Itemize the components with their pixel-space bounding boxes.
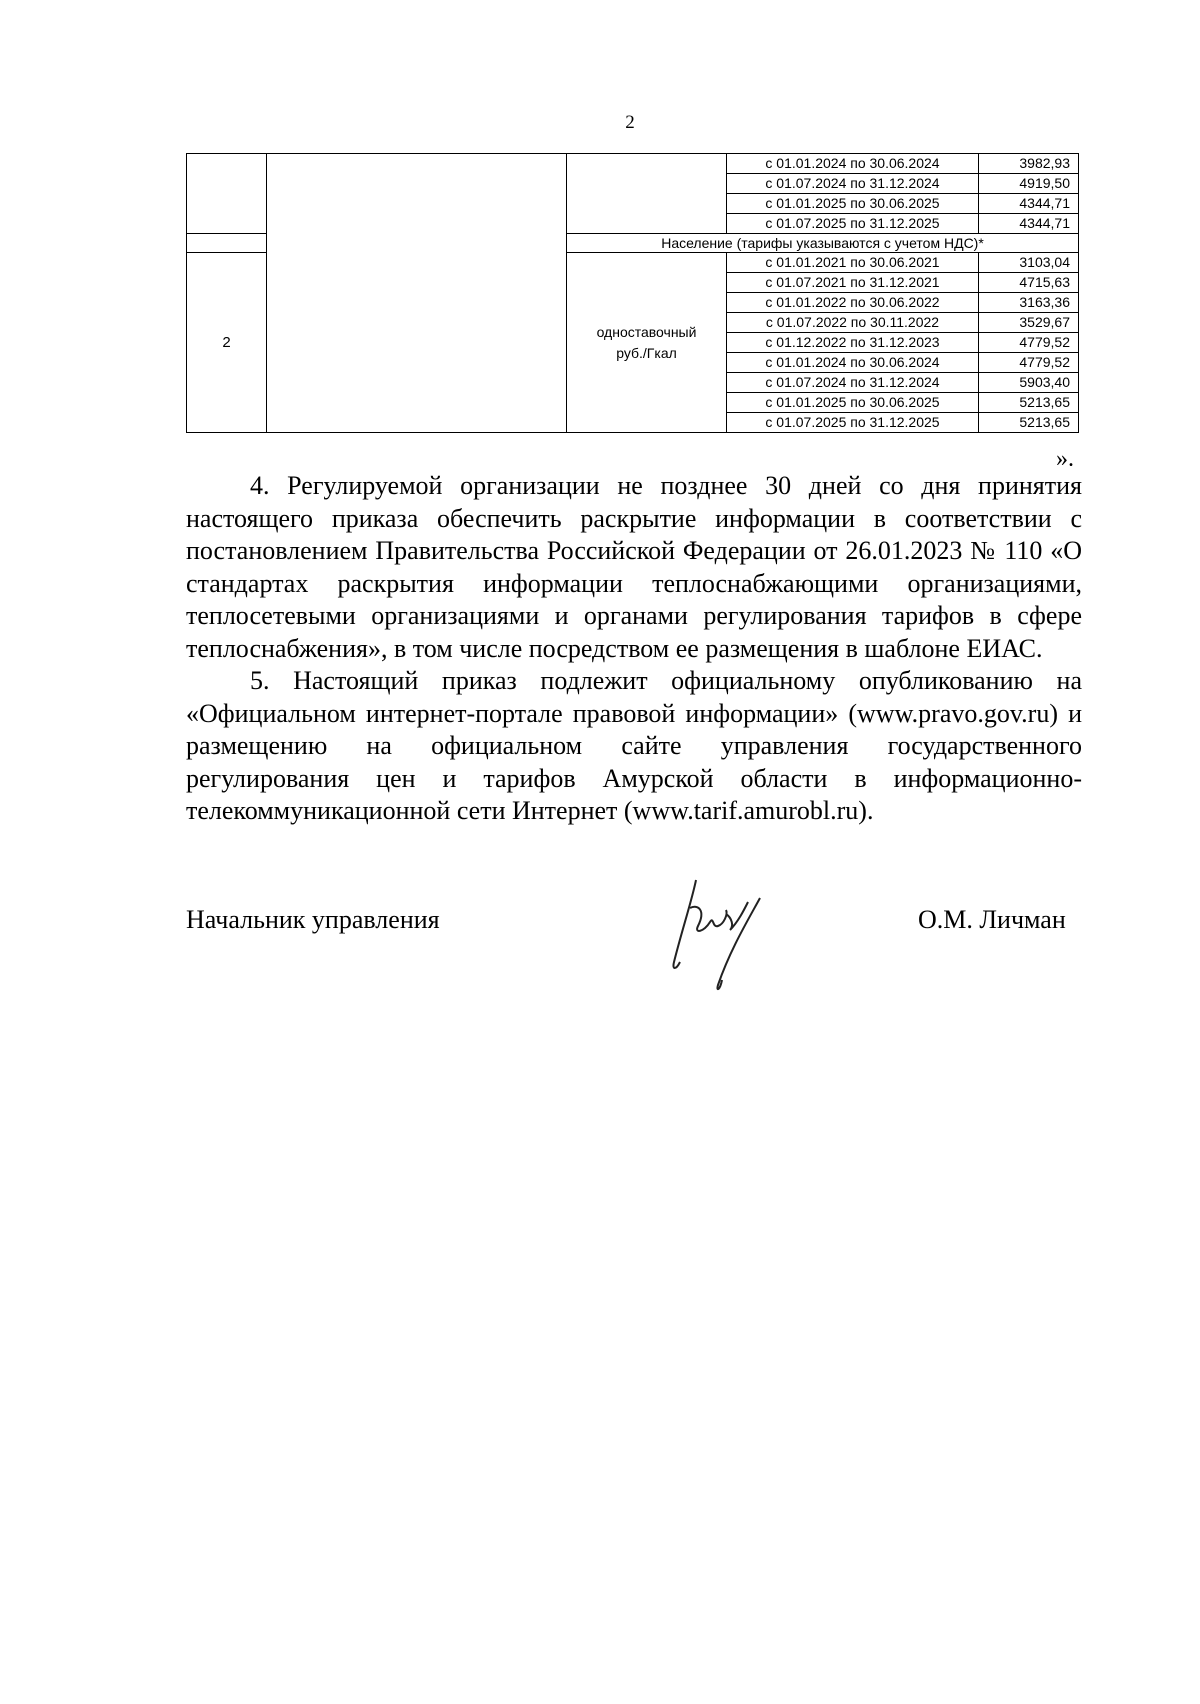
unit-label: руб./Гкал [616,344,677,361]
signatory-position: Начальник управления [186,905,440,934]
value-cell: 3103,04 [979,253,1079,273]
unit-cell [567,154,727,234]
period-cell: с 01.01.2024 по 30.06.2024 [727,154,979,174]
value-cell: 4344,71 [979,194,1079,214]
tariff-table [186,153,1079,433]
period-cell: с 01.12.2022 по 31.12.2023 [727,333,979,353]
paragraph-text: 4. Регулируемой организации не позднее 30 дней со дня принятия настоящего приказа обеспечить раскрытие информации в соответствии с постановлением Правительства Российской Федерации от 26.01.2023 № 110 «О стандартах раскрытия информации теплоснабжающими организациями, теплосетевыми организациями и органами регулирования тарифов в сфере теплоснабжения», в том числе посредством ее размещения в шаблоне ЕИАС. [186,471,1082,663]
handwritten-signature [668,870,798,995]
section-header: Население (тарифы указываются с учетом НДС)* [567,234,1079,253]
value-cell: 5213,65 [979,413,1079,433]
closing-quote: ». [1056,446,1074,472]
period-cell: с 01.07.2024 по 31.12.2024 [727,373,979,393]
value-cell: 3982,93 [979,154,1079,174]
period-cell: с 01.01.2021 по 30.06.2021 [727,253,979,273]
value-cell: 3163,36 [979,293,1079,313]
period-cell: с 01.07.2025 по 31.12.2025 [727,214,979,234]
number-cell [187,154,267,234]
period-cell: с 01.07.2021 по 31.12.2021 [727,273,979,293]
period-cell: с 01.01.2024 по 30.06.2024 [727,353,979,373]
value-cell: 4344,71 [979,214,1079,234]
signatory-name: О.М. Личман [918,905,1066,934]
period-cell: с 01.07.2024 по 31.12.2024 [727,174,979,194]
value-cell: 4779,52 [979,353,1079,373]
period-cell: с 01.01.2022 по 30.06.2022 [727,293,979,313]
organization-cell [267,154,567,433]
rate-type: одноставочный [596,323,697,340]
period-cell: с 01.07.2025 по 31.12.2025 [727,413,979,433]
paragraph-text: 5. Настоящий приказ подлежит официальному опубликованию на «Официальном интернет-портале правовой информации» (www.pravo.gov.ru) и размещению на официальном сайте управления государственного регулирования цен и тарифов Амурской области в информационно-телекоммуникационной сети Интернет (www.tarif.amurobl.ru). [186,666,1082,825]
value-cell: 4779,52 [979,333,1079,353]
page-number: 2 [625,112,635,133]
value-cell: 5213,65 [979,393,1079,413]
value-cell: 3529,67 [979,313,1079,333]
number-cell [187,234,267,253]
period-cell: с 01.07.2022 по 30.11.2022 [727,313,979,333]
period-cell: с 01.01.2025 по 30.06.2025 [727,194,979,214]
table-row [187,154,1079,174]
value-cell: 4919,50 [979,174,1079,194]
paragraph-5 [186,665,1082,828]
paragraph-4 [186,470,1082,665]
value-cell: 4715,63 [979,273,1079,293]
rate-unit-cell [567,253,727,433]
value-cell: 5903,40 [979,373,1079,393]
period-cell: с 01.01.2025 по 30.06.2025 [727,393,979,413]
row-number: 2 [187,253,267,433]
